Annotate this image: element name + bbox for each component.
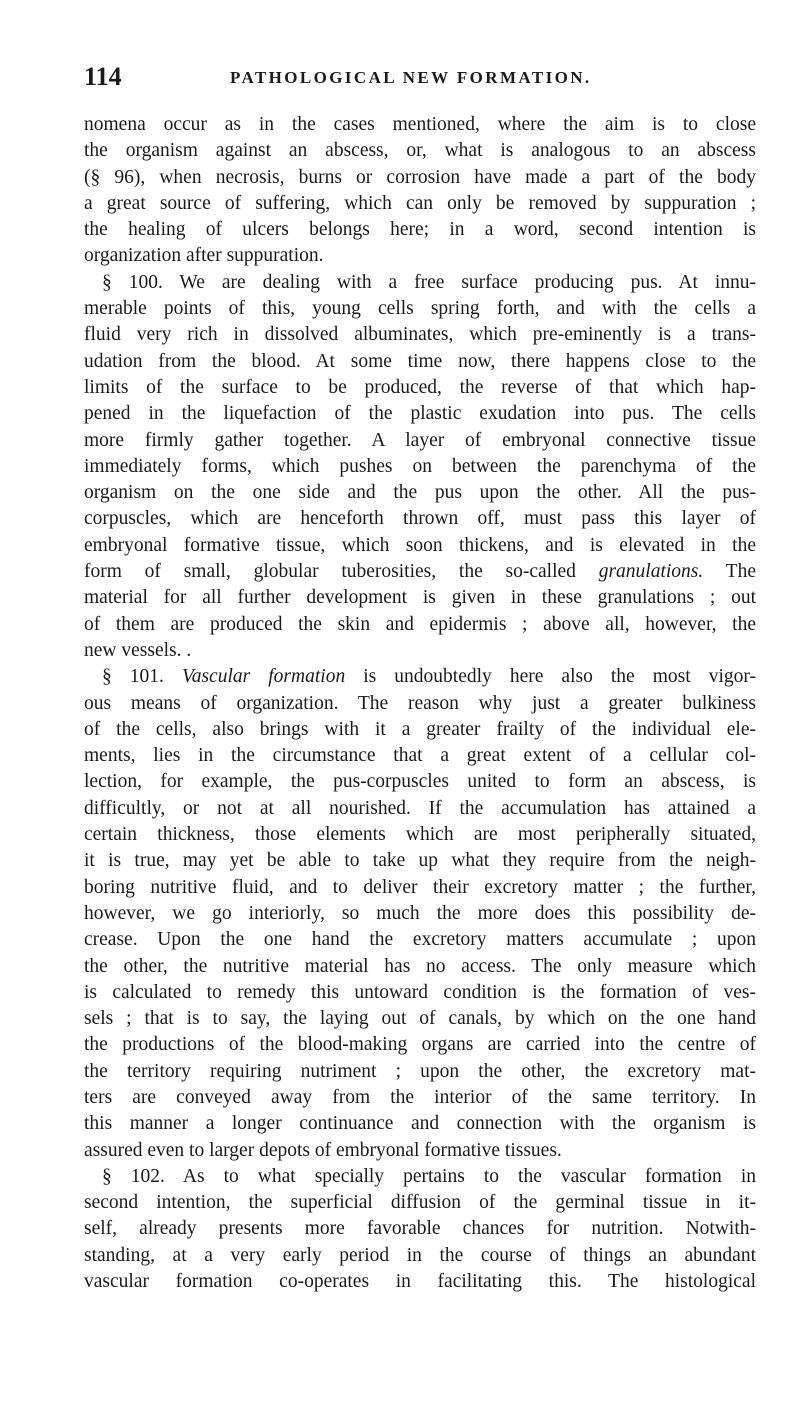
line-text: is undoubtedly here also the most vigor- bbox=[345, 666, 756, 688]
text-line: embryonal formative tissue, which soon thickens, and is elevated in the bbox=[84, 534, 756, 556]
text-line: ous means of organization. The reason why just a greater bulkiness bbox=[84, 692, 756, 714]
text-line: vascular formation co-operates in facilitating this. The histological bbox=[84, 1271, 756, 1293]
text-line: however, we go interiorly, so much the more does this possibility de- bbox=[84, 902, 756, 924]
text-line: material for all further development is given in these granulations ; out bbox=[84, 587, 756, 609]
text-line: it is true, may yet be able to take up what they require from the neigh- bbox=[84, 850, 756, 872]
text-line: of the cells, also brings with it a greater frailty of the individual ele- bbox=[84, 718, 756, 740]
text-line: (§ 96), when necrosis, burns or corrosion have made a part of the body bbox=[84, 166, 756, 188]
text-line: sels ; that is to say, the laying out of canals, by which on the one hand bbox=[84, 1008, 756, 1030]
line-text: § 101. bbox=[102, 666, 182, 688]
text-line: crease. Upon the one hand the excretory matters accumulate ; upon bbox=[84, 929, 756, 951]
text-line: organism on the one side and the pus upon the other. All the pus- bbox=[84, 482, 756, 504]
text-line: immediately forms, which pushes on between the parenchyma of the bbox=[84, 455, 756, 477]
text-line: fluid very rich in dissolved albuminates, which pre-eminently is a trans- bbox=[84, 324, 756, 346]
text-line: lection, for example, the pus-corpuscles united to form an abscess, is bbox=[84, 771, 756, 793]
body-text bbox=[84, 112, 756, 1295]
text-line: corpuscles, which are henceforth thrown off, must pass this layer of bbox=[84, 508, 756, 530]
text-line: is calculated to remedy this untoward condition is the formation of ves- bbox=[84, 981, 756, 1003]
section-100-start: § 100. We are dealing with a free surface producing pus. At innu- bbox=[102, 271, 756, 293]
text-line: more firmly gather together. A layer of embryonal connective tissue bbox=[84, 429, 756, 451]
text-line: pened in the liquefaction of the plastic exudation into pus. The cells bbox=[84, 403, 756, 425]
text-line-granulations bbox=[84, 559, 756, 585]
line-text: The bbox=[703, 561, 756, 583]
text-line: udation from the blood. At some time now, there happens close to the bbox=[84, 350, 756, 372]
italic-term-vascular-formation: Vascular formation bbox=[181, 666, 346, 688]
text-line: boring nutritive fluid, and to deliver their excretory matter ; the further, bbox=[84, 876, 756, 898]
text-line: the other, the nutritive material has no access. The only measure which bbox=[84, 955, 756, 977]
page-header bbox=[84, 62, 754, 92]
text-line: the healing of ulcers belongs here; in a word, second intention is bbox=[84, 219, 756, 241]
text-line: merable points of this, young cells spring forth, and with the cells a bbox=[84, 298, 756, 320]
text-line: nomena occur as in the cases mentioned, where the aim is to close bbox=[84, 114, 756, 135]
italic-term-granulations: granulations. bbox=[598, 561, 704, 583]
text-line: self, already presents more favorable chances for nutrition. Notwith- bbox=[84, 1218, 756, 1240]
line-text: form of small, globular tuberosities, the so-called bbox=[84, 561, 599, 583]
running-head: PATHOLOGICAL NEW FORMATION. bbox=[230, 68, 592, 87]
text-line: the productions of the blood-making organs are carried into the centre of bbox=[84, 1034, 756, 1056]
section-101-start bbox=[84, 664, 756, 690]
section-102-start: § 102. As to what specially pertains to the vascular formation in bbox=[102, 1165, 756, 1187]
text-line: the organism against an abscess, or, what is analogous to an abscess bbox=[84, 140, 756, 162]
text-line: assured even to larger depots of embryonal formative tissues. bbox=[84, 1139, 562, 1161]
text-line: ments, lies in the circumstance that a great extent of a cellular col- bbox=[84, 745, 756, 767]
text-line: a great source of suffering, which can only be removed by suppuration ; bbox=[84, 192, 756, 214]
text-line: difficultly, or not at all nourished. If the accumulation has attained a bbox=[84, 797, 756, 819]
text-line: of them are produced the skin and epidermis ; above all, however, the bbox=[84, 613, 756, 635]
text-line: limits of the surface to be produced, the reverse of that which hap- bbox=[84, 376, 756, 398]
text-line: this manner a longer continuance and connection with the organism is bbox=[84, 1113, 756, 1135]
page-number: 114 bbox=[84, 62, 122, 91]
text-line: new vessels. . bbox=[84, 639, 192, 661]
text-line: ters are conveyed away from the interior of the same territory. In bbox=[84, 1086, 756, 1108]
text-line: the territory requiring nutriment ; upon the other, the excretory mat- bbox=[84, 1060, 756, 1082]
text-line: certain thickness, those elements which are most peripherally situated, bbox=[84, 824, 756, 846]
text-line: second intention, the superficial diffusion of the germinal tissue in it- bbox=[84, 1192, 756, 1214]
text-line: organization after suppuration. bbox=[84, 245, 324, 267]
text-line: standing, at a very early period in the course of things an abundant bbox=[84, 1244, 756, 1266]
